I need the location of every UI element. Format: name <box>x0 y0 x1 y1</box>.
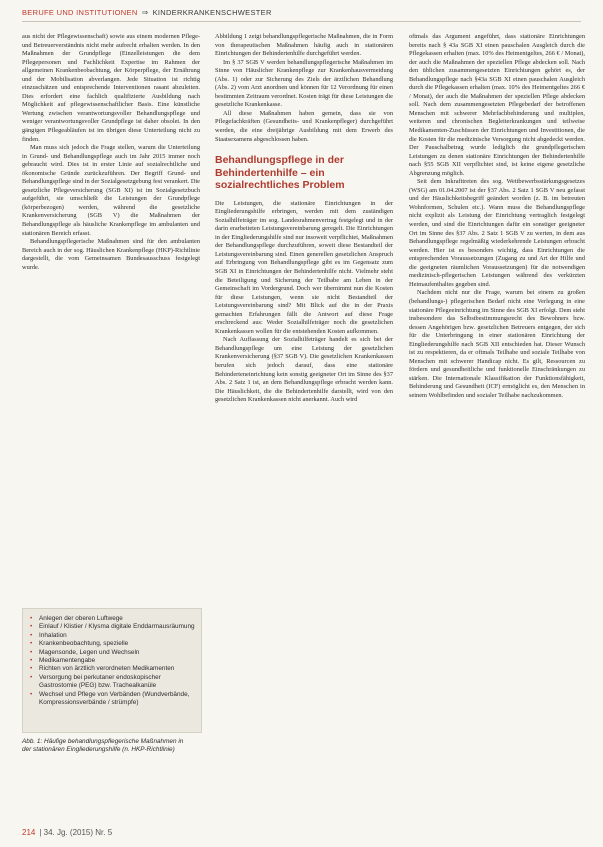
list-item: • Richten von ärztlich verordneten Medikamenten <box>39 665 195 673</box>
header-subsection: KINDERKRANKENSCHWESTER <box>152 7 272 17</box>
list-item: • Magensonde, Legen und Wechseln <box>39 649 195 657</box>
header-section: BERUFE UND INSTITUTIONEN <box>22 7 138 17</box>
column-2 <box>215 33 393 405</box>
paragraph: oftmals das Argument angeführt, dass stationäre Einrichtungen bereits nach § 43a SGB XI einen pauschalen Ausgleich durch die Pflegekassen erhalten (max. 10% des Heimentgeltes, 266 € / Monat), der auch die Maßnahmen der speziellen Pflege abdecken soll. Nach den üblichen zusammengesetzten Einrichtungen gehört es, der Behandlungspflege nach §43a SGB XI einen pauschalen Ausgleich durch die Pflegekassen erhalten (max. 10% des Heimentgeltes 266 € / Monat), der auch die Maßnahmen der speziellen Pflege abdecken soll. Nach dem zusammengesetzten Pflegebedarf der betroffenen Menschen mit schwerer Mehrfachbehinderung und multiplen, weiteren und chronischen Begleiterkrankungen und teilweise Medikamenten-Zuschüssen der Einrichtungen und Investitionen, die die Kosten für die medizinische Versorgung nicht abgedeckt werden. Der Pauschalbetrag wurde lediglich die grundpflegerischen Leistungen zu denen stationäre Einrichtungen der Behindertenhilfe nach §55 SGB XII verpflichtet sind, ist keine eigene gesetzliche Abgrenzung möglich. <box>409 33 585 177</box>
column-3 <box>409 33 585 401</box>
list-item: • Anlegen der oberen Luftwege <box>39 615 195 623</box>
paragraph: Nachdem nicht nur die Frage, warum bei einem zu großen (behandlungs-) pflegerischen Bedarf nicht eine Verlegung in eine stationäre Pflegeeinrichtung im Sinne des SGB XI erfolgt. Dem steht insbesondere das Selbstbestimmungsrecht des Bewohners bzw. dessen Angehörigen bzw. gesetzlichen Betreuers entgegen, der sich für die Unterbringung in einer stationären Einrichtung der Eingliederungshilfe nach SGB XII entschieden hat. Dieser Wunsch ist zu respektieren, da er oftmals Teilhabe und soziale Teilhabe von Menschen mit schwerer Handicap nicht. Es gilt, Ressourcen zu fördern und gesundheitliche und funktionelle Einschränkungen zu stärken. Die Internationale Klassifikation der Funktionsfähigkeit, Behinderung und Gesundheit (ICF) ermöglicht es, den Menschen in seinem Wohlbefinden und sozialer Teilhabe nachzukommen. <box>409 289 585 399</box>
page-footer <box>22 828 112 837</box>
column-1 <box>22 33 200 272</box>
list-item: • Versorgung bei perkutaner endoskopischer Gastrostomie (PEG) bzw. Trachealkanüle <box>39 674 195 691</box>
list-item: • Medikamentengabe <box>39 657 195 665</box>
list-item: • Wechsel und Pflege von Verbänden (Wundverbände, Kompressionsverbände / strümpfe) <box>39 691 195 708</box>
list-item: • Krankenbeobachtung, spezielle <box>39 640 195 648</box>
paragraph: Im § 37 SGB V werden behandlungspflegerische Maßnahmen im Sinne von Häuslicher Krankenpflege zur Krankenhausvermeidung (Abs. 1) oder zur Sicherung des Ziels der ärztlichen Behandlung (Abs. 2) vom Arzt anordnen und können für 12 Verordnung für einen bestimmten Zeitraum verordnet. Kosten trägt für diese Leistungen die gesetzliche Krankenkasse. <box>215 58 393 109</box>
list-item: • Inhalation <box>39 632 195 640</box>
paragraph: Seit dem Inkrafttreten des sog. Wettbewerbsstärkungsgesetzes (WSG) am 01.04.2007 ist der §37 Abs. 2 Satz 1 SGB V neu gefasst und der Häuslichkeitsbegriff geändert worden (z. B. im betreuten Wohnformen, Schulen etc.). Wann muss die Behandlungspflege nicht explizit als Leistung der Einrichtung vertraglich festgelegt werden, und sind die Einrichtungen dafür ein sonstiger geeigneter Ort im Sinne des §37 Abs. 2 Satz 1 SGB V zu werten, in dem aus Behandlungspflege regelmäßig wiederkehrende Leistungen erbracht werden. Hier ist es besonders wichtig, dass Einrichtungen die entsprechenden Voraussetzungen (Zugang zu und Art der Hilfe und die geeigneten räumlichen Voraussetzungen) für die notwendigen medizinisch-pflegerischen Leistungen während des verkürzten Heimaufenthaltes gegeben sind. <box>409 178 585 288</box>
paragraph: Nach Auffassung der Sozialhilfeträger handelt es sich bei der Behandlungspflege um eine Leistung der gesetzlichen Krankenversicherung (§37 SGB V). Die gesetzlichen Krankenkassen berufen sich jedoch darauf, dass eine stationäre Behinderteneinrichtung kein sonstig geeigneter Ort im Sinne des §37 Abs. 2 Satz 1 ist, an dem Behandlungspflege erbracht werden kann. Die Häuslichkeit, die die Behindertenhilfe darstellt, wird von den gesetzlichen Krankenkassen nicht anerkannt. Auch wird <box>215 336 393 404</box>
paragraph: Abbildung 1 zeigt behandlungspflegerische Maßnahmen, die in Form von therapeutischen Maßnahmen häufig auch in stationären Einrichtungen der Behindertenhilfe durchgeführt werden. <box>215 33 393 58</box>
list-item: • Einlauf / Klistier / Klysma digitale Enddarmausräumung <box>39 623 195 631</box>
paragraph: Man muss sich jedoch die Frage stellen, warum die Unterteilung in Grund- und Behandlungspflege auch im Jahr 2015 immer noch gebraucht wird. Dies ist in erster Linie auf sozialrechtliche und ökonomische Gründe zurückzuführen. Der Begriff Grund- und Behandlungspflege sind in der Sozialgesetzgebung fest verankert. Die gesetzliche Pflegeversicherung (SGB XI) ist im Sozialgesetzbuch aufgeführt, sie umschließt die Leistungen der Grundpflege (körperbezogen) werden, während die gesetzliche Krankenversicherung (SGB V) die Maßnahmen der Behandlungspflege als häusliche Krankenpflege im ambulanten und stationären Bereich erfasst. <box>22 144 200 237</box>
section-heading: Behandlungspflege in der Behindertenhilfe – ein sozialrechtliches Problem <box>215 154 345 192</box>
page-number: 214 <box>22 828 36 837</box>
running-header <box>22 5 582 19</box>
figure-box <box>22 608 202 733</box>
paragraph: aus nicht der Pflegewissenschaft) sowie aus einem modernen Pflege- und Betreuerverständnis nicht mehr aufrecht erhalten werden. In den Maßnahmen der Grundpflege (Einzelleistungen die dem Pflegepersonen und Fachlichkeit Expertise im Rahmen der allgemeinen Krankenbeobachtung, der Körperpflege, der Ernährung und der Mobilisation abverlangen. Jede Situation ist richtig einzuschätzen und entsprechende Interventionen rasant abzuleiten. Dies erfordert eine fachlich qualifizierte Ausbildung nach Möglichkeit auf pflegewissenschaftlicher Basis. Eine künstliche Wertung zwischen verantwortungsvoller Behandlungspflege und weniger verantwortungsvoller Grundpflege ist daher obsolet. In den gängigen Pflegeabläufen ist im übrigen diese Unterteilung nicht zu finden. <box>22 33 200 143</box>
figure-caption: Abb. 1: Häufige behandlungspflegerische Maßnahmen in der stationären Eingliederungshilfe (n. HKP-Richtlinie) <box>22 738 184 754</box>
header-divider <box>22 21 581 22</box>
paragraph: All diese Maßnahmen haben gemein, dass sie von Pflegefachkräften (Gesundheits- und Krankenpfleger) durchgeführt werden, die eine dreijährige Ausbildung mit dem Erwerb des Staatsexamens abgeschlossen haben. <box>215 109 393 143</box>
paragraph: Die Leistungen, die stationäre Einrichtungen in der Eingliederungshilfe erbringen, werden mit dem zuständigen Sozialhilfeträger im sog. Landesrahmenvertrag festgelegt und in der darin erarbeiteten Leistungsvereinbarung geregelt. Die Einrichtungen in der Eingliederungshilfe sind nur insoweit verpflichtet, Maßnahmen der Behandlungspflege durchzuführen, soweit diese Bestandteil der Leistungsvereinbarung sind. Einen generellen gesetzlichen Anspruch auf Erbringung von Behandlungspflege gibt es im Gegensatz zum SGB XI in Einrichtungen der Behindertenhilfe nicht. Vielmehr steht die Beteiligung und Sicherung der Teilhabe am Leben in der Gemeinschaft im Vordergrund. Doch wer übernimmt nun die Kosten für diese Leistungen, wenn sie nicht Bestandteil der Leistungsvereinbarung sind? Mit Blick auf die in der Praxis gemachten Erfahrungen fällt die Antwort auf diese Frage erschreckend aus: Weder Sozialhilfeträger noch die gesetzlichen Krankenkassen wollen für die entstehenden Kosten aufkommen. <box>215 199 393 335</box>
measures-list <box>23 609 201 707</box>
header-arrow-icon: ⇒ <box>141 7 149 17</box>
paragraph: Behandlungspflegerische Maßnahmen sind für den ambulanten Bereich auch in der sog. Häuslichen Krankenpflege (HKP)-Richtlinie dargestellt, die vom Gemeinsamen Bundesausschuss festgelegt wurde. <box>22 238 200 271</box>
issue-info: | 34. Jg. (2015) Nr. 5 <box>39 828 113 837</box>
